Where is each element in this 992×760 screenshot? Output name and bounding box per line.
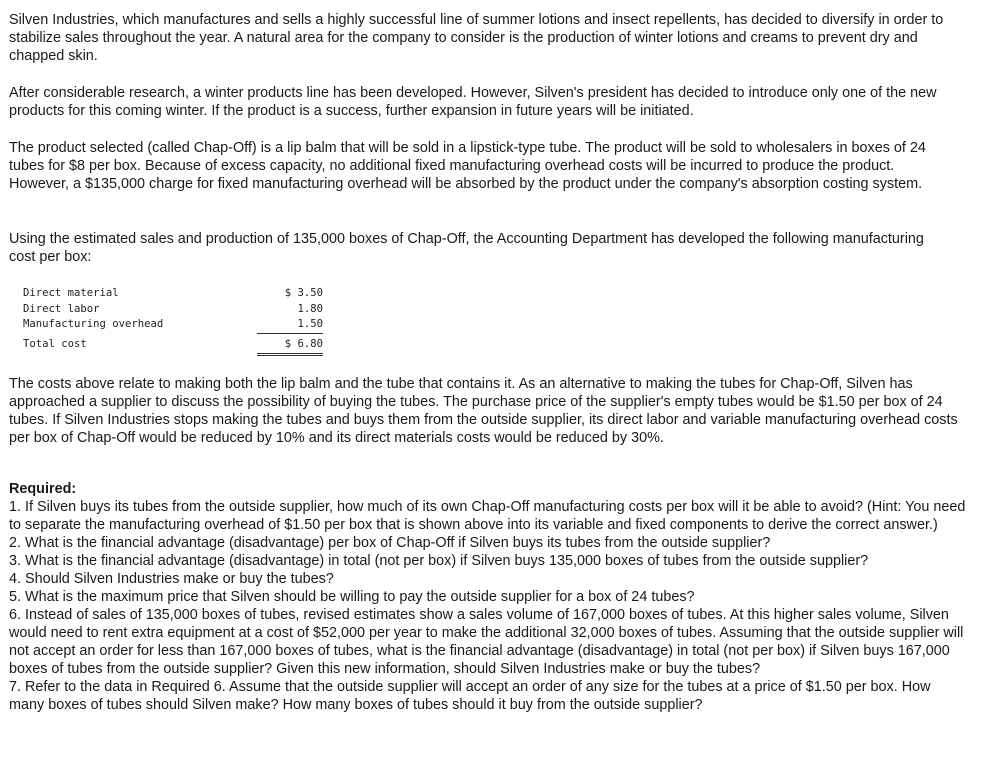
total-value: $ 6.80 [257, 335, 323, 356]
required-item-7: 7. Refer to the data in Required 6. Assume that the outside supplier will accept an order of any size for the tubes at a price of $1.50 per box. How many boxes of tubes should Silven make? How many boxes of tubes should it buy from the outside supplier? [9, 679, 931, 713]
cost-label: Direct material [23, 287, 119, 299]
cost-row-total [23, 335, 323, 351]
cost-row-manufacturing-overhead [23, 315, 323, 331]
intro-paragraph: Silven Industries, which manufactures and sells a highly successful line of summer lotions and insect repellents, has decided to diversify in order to stabilize sales throughout the year. A natural area for the company to consider is the production of winter lotions and creams to prevent dry and chapped skin. [9, 12, 944, 64]
required-item-1: 1. If Silven buys its tubes from the outside supplier, how much of its own Chap-Off manufacturing costs per box will it be able to avoid? (Hint: You need to separate the manufacturing overhead of $1.50 per box that is shown above into its variable and fixed components to derive the correct answer.) [9, 499, 966, 533]
total-label: Total cost [23, 337, 87, 350]
cost-row-direct-material [23, 284, 323, 300]
required-item-5: 5. What is the maximum price that Silven should be willing to pay the outside supplier for a box of 24 tubes? [9, 589, 695, 605]
research-paragraph: After considerable research, a winter products line has been developed. However, Silven's president has decided to introduce only one of the new products for this coming winter. If the product is a success, further expansion in future years will be initiated. [9, 85, 937, 119]
cost-label: Manufacturing overhead [23, 318, 164, 330]
cost-label: Direct labor [23, 302, 100, 315]
cost-row-direct-labor [23, 300, 323, 316]
required-section [9, 480, 969, 714]
cost-value: 1.80 [297, 302, 323, 315]
cost-value: 1.50 [257, 315, 323, 334]
required-item-2: 2. What is the financial advantage (disadvantage) per box of Chap-Off if Silven buys its tubes from the outside supplier? [9, 535, 771, 551]
required-item-6: 6. Instead of sales of 135,000 boxes of tubes, revised estimates show a sales volume of 167,000 boxes of tubes. At this higher sales volume, Silven would need to rent extra equipment at a cost of $52,000 per year to make the additional 32,000 boxes of tubes. Assuming that the outside supplier will not accept an order for less than 167,000 boxes of tubes, what is the financial advantage (disadvantage) in total (not per box) if Silven buys 167,000 boxes of tubes from the outside supplier? Given this new information, should Silven Industries make or buy the tubes? [9, 607, 964, 677]
required-item-3: 3. What is the financial advantage (disadvantage) in total (not per box) if Silven buys 135,000 boxes of tubes from the outside supplier? [9, 553, 869, 569]
required-title: Required: [9, 481, 77, 497]
cost-per-box-table [23, 284, 323, 350]
required-item-4: 4. Should Silven Industries make or buy the tubes? [9, 571, 334, 587]
alternative-paragraph: The costs above relate to making both the lip balm and the tube that contains it. As an alternative to making the tubes for Chap-Off, Silven has approached a supplier to discuss the possibility of buying the tubes. The purchase price of the supplier's empty tubes would be $1.50 per box of 24 tubes. If Silven Industries stops making the tubes and buys them from the outside supplier, its direct labor and variable manufacturing overhead costs per box of Chap-Off would be reduced by 10% and its direct materials costs would be reduced by 30%. [9, 376, 958, 446]
cost-value: $ 3.50 [284, 287, 323, 299]
estimate-paragraph: Using the estimated sales and production of 135,000 boxes of Chap-Off, the Accounting Department has developed the following manufacturing cost per box: [9, 231, 924, 265]
product-paragraph: The product selected (called Chap-Off) is a lip balm that will be sold in a lipstick-type tube. The product will be sold to wholesalers in boxes of 24 tubes for $8 per box. Because of excess capacity, no additional fixed manufacturing overhead costs will be incurred to produce the product. However, a $135,000 charge for fixed manufacturing overhead will be absorbed by the product under the company's absorption costing system. [9, 140, 926, 192]
